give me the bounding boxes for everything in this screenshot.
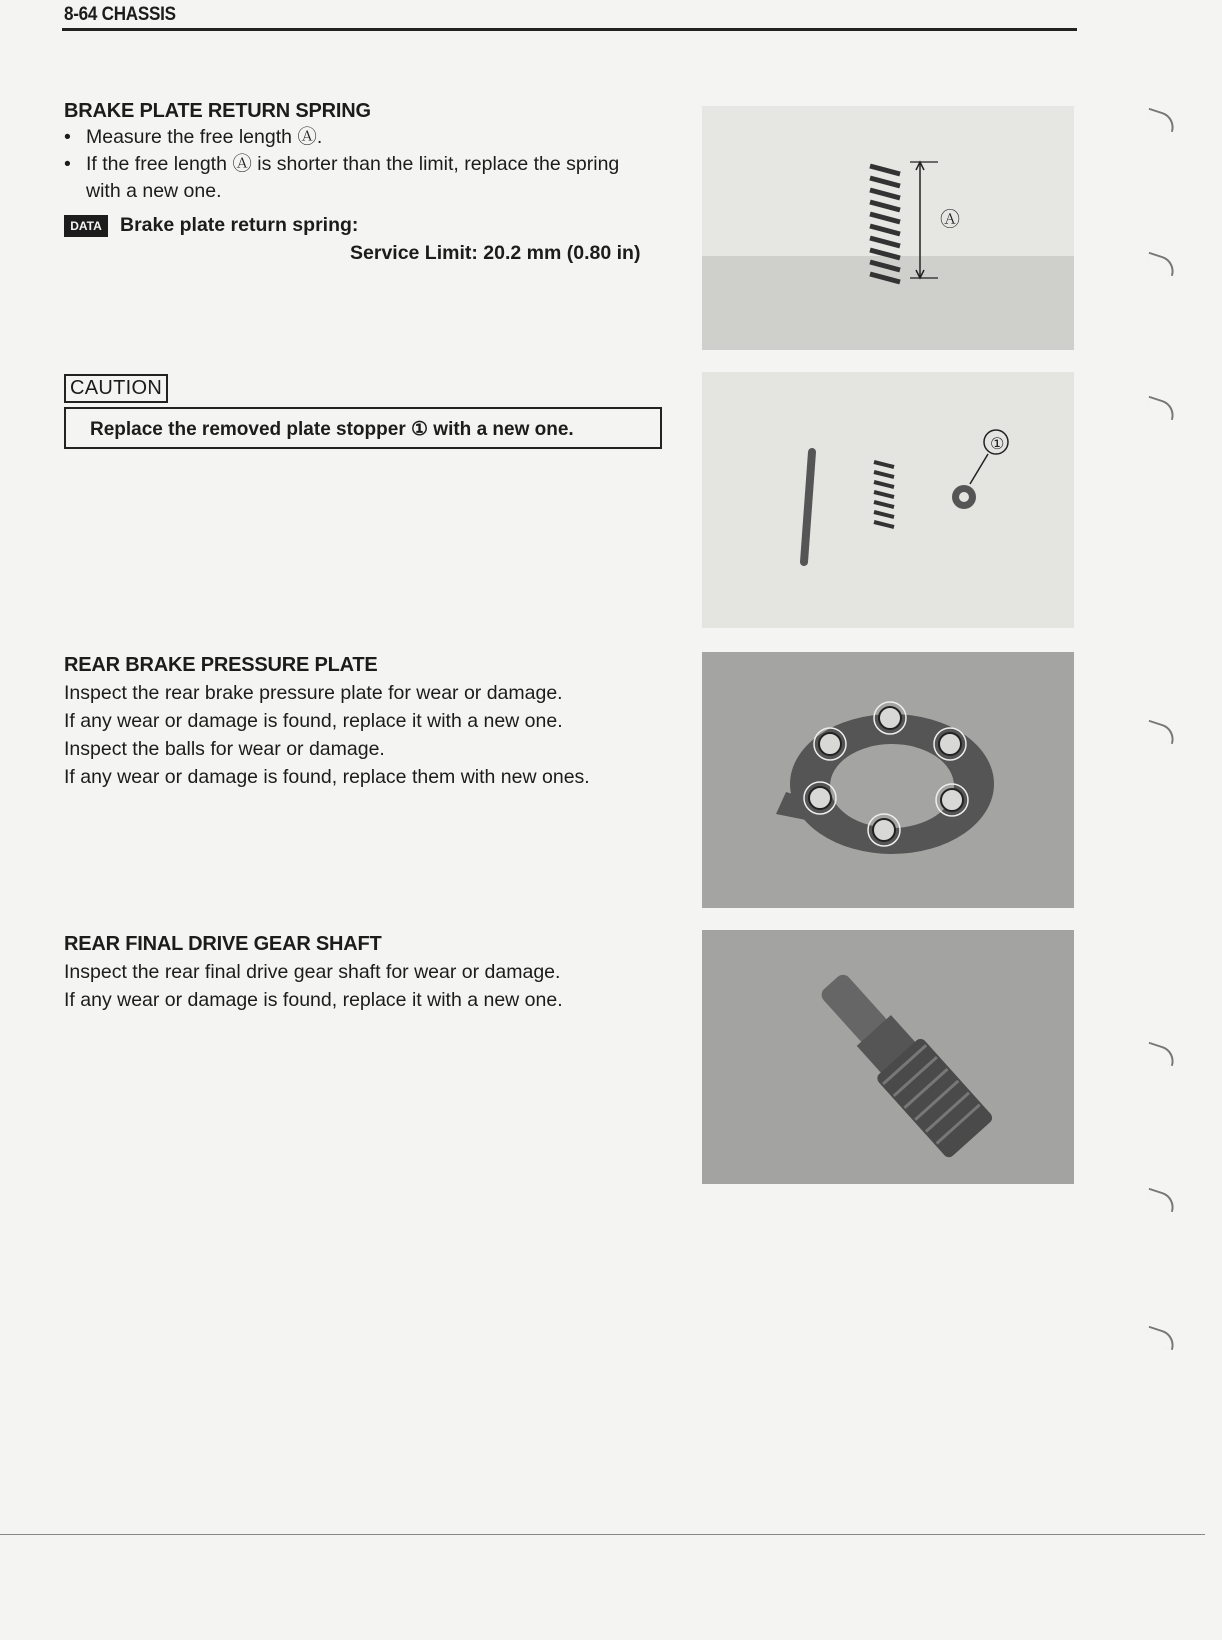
bullet-dot: • (64, 153, 71, 175)
gear-shaft-title: REAR FINAL DRIVE GEAR SHAFT (64, 933, 382, 955)
gear-shaft-text (64, 958, 563, 1014)
bullet-text: If the free length Ⓐ is shorter than the limit, replace the spring (86, 153, 620, 175)
header-rule (62, 28, 1077, 31)
spring-illustration (702, 106, 1074, 350)
spring-bullet-2 (64, 151, 619, 178)
bullet-dot: • (64, 126, 71, 148)
data-icon: DATA (64, 215, 108, 237)
text-line: Inspect the balls for wear or damage. (64, 738, 385, 760)
text-line: If any wear or damage is found, replace it with a new one. (64, 710, 563, 732)
bullet-text: Measure the free length Ⓐ. (86, 126, 323, 148)
data-line (64, 214, 358, 237)
caution-label: CAUTION (64, 374, 168, 403)
binder-mark (1144, 1326, 1177, 1350)
pressure-plate-text (64, 679, 590, 791)
stopper-illustration (702, 372, 1074, 628)
spring-bullet-1 (64, 124, 322, 151)
binder-mark (1144, 1188, 1177, 1212)
data-label: Brake plate return spring: (120, 214, 359, 236)
caution-box (64, 407, 662, 449)
page-header: 8-64 CHASSIS (64, 4, 176, 25)
callout-a: Ⓐ (940, 207, 960, 231)
pressure-plate-title: REAR BRAKE PRESSURE PLATE (64, 654, 378, 676)
binder-mark (1144, 720, 1177, 744)
gear-shaft-photo (702, 930, 1074, 1184)
binder-mark (1144, 252, 1177, 276)
spring-section-title: BRAKE PLATE RETURN SPRING (64, 100, 371, 122)
spring-photo (702, 106, 1074, 350)
stopper-photo (702, 372, 1074, 628)
binder-mark (1144, 396, 1177, 420)
binder-mark (1144, 108, 1177, 132)
text-line: Inspect the rear final drive gear shaft for wear or damage. (64, 961, 561, 983)
footer-rule (0, 1534, 1205, 1535)
text-line: Inspect the rear brake pressure plate for wear or damage. (64, 682, 563, 704)
service-limit: Service Limit: 20.2 mm (0.80 in) (350, 242, 641, 264)
caution-text: Replace the removed plate stopper ① with a new one. (90, 419, 574, 440)
pressure-plate-photo (702, 652, 1074, 908)
text-line: If any wear or damage is found, replace them with new ones. (64, 766, 590, 788)
binder-mark (1144, 1042, 1177, 1066)
callout-1: ① (990, 434, 1005, 453)
spring-bullet-2-continuation: with a new one. (86, 180, 222, 202)
gear-shaft-illustration (702, 930, 1074, 1184)
text-line: If any wear or damage is found, replace it with a new one. (64, 989, 563, 1011)
pressure-plate-illustration (702, 652, 1074, 908)
